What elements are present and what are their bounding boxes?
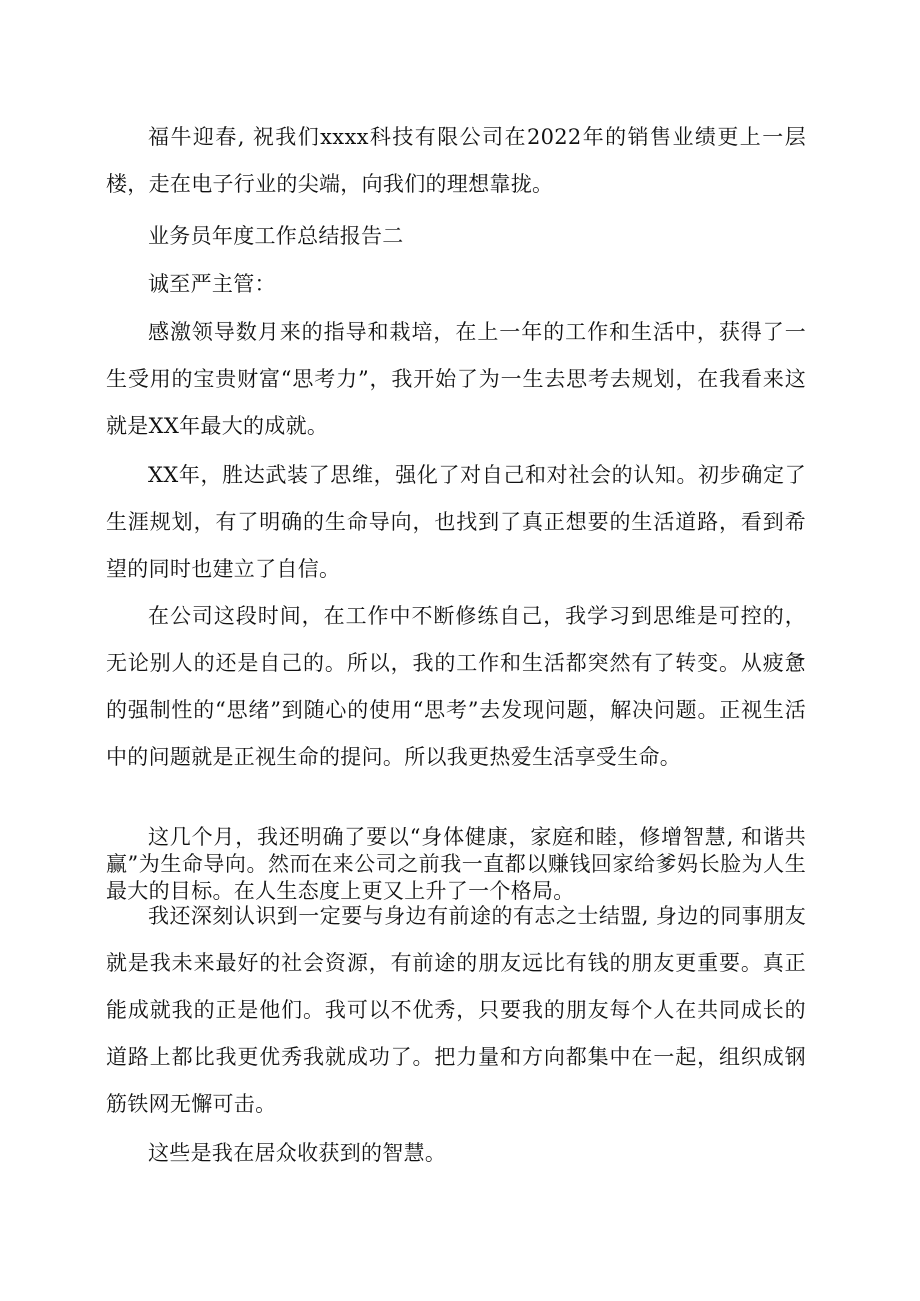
salutation: 诚至严主管：	[148, 272, 276, 296]
paragraph-new-year-wish: 福牛迎春, 祝我们xxxx科技有限公司在2022年的销售业绩更上一层楼，走在电子行业的尖端，向我们的理想靠拢。	[106, 125, 806, 196]
paragraph-closing: 这些是我在居众收获到的智慧。	[148, 1141, 447, 1165]
section-title: 业务员年度工作总结报告二	[148, 224, 404, 248]
paragraph-self-training: 在公司这段时间，在工作中不断修练自己，我学习到思维是可控的，无论别人的还是自己的。所以，我的工作和生活都突然有了转变。从疲惫的强制性的“思绪”到随心的使用“思考”去发现问题，解决问题。正视生活中的问题就是正视生命的提问。所以我更热爱生活享受生命。	[106, 604, 806, 769]
paragraph-gratitude: 感激领导数月来的指导和栽培，在上一年的工作和生活中，获得了一生受用的宝贵财富“思考力”，我开始了为一生去思考去规划，在我看来这就是XX年最大的成就。	[106, 320, 806, 438]
paragraph-year-review: XX年，胜达武装了思维，强化了对自己和对社会的认知。初步确定了生涯规划，有了明确的生命导向，也找到了真正想要的生活道路，看到希望的同时也建立了自信。	[106, 463, 806, 581]
paragraph-colleagues: 我还深刻认识到一定要与身边有前途的有志之士结盟, 身边的同事朋友就是我未来最好的社会资源，有前途的朋友远比有钱的朋友更重要。真正能成就我的正是他们。我可以不优秀，只要我的朋友每个人在共同成长的道路上都比我更优秀我就成功了。把力量和方向都集中在一起，组织成钢筋铁网无懈可击。	[106, 904, 806, 1116]
paragraph-life-direction: 这几个月，我还明确了要以“身体健康，家庭和睦，修增智慧, 和谐共赢”为生命导向。然而在来公司之前我一直都以赚钱回家给爹妈长脸为人生最大的目标。在人生态度上更又上升了一个格局。	[106, 825, 806, 903]
